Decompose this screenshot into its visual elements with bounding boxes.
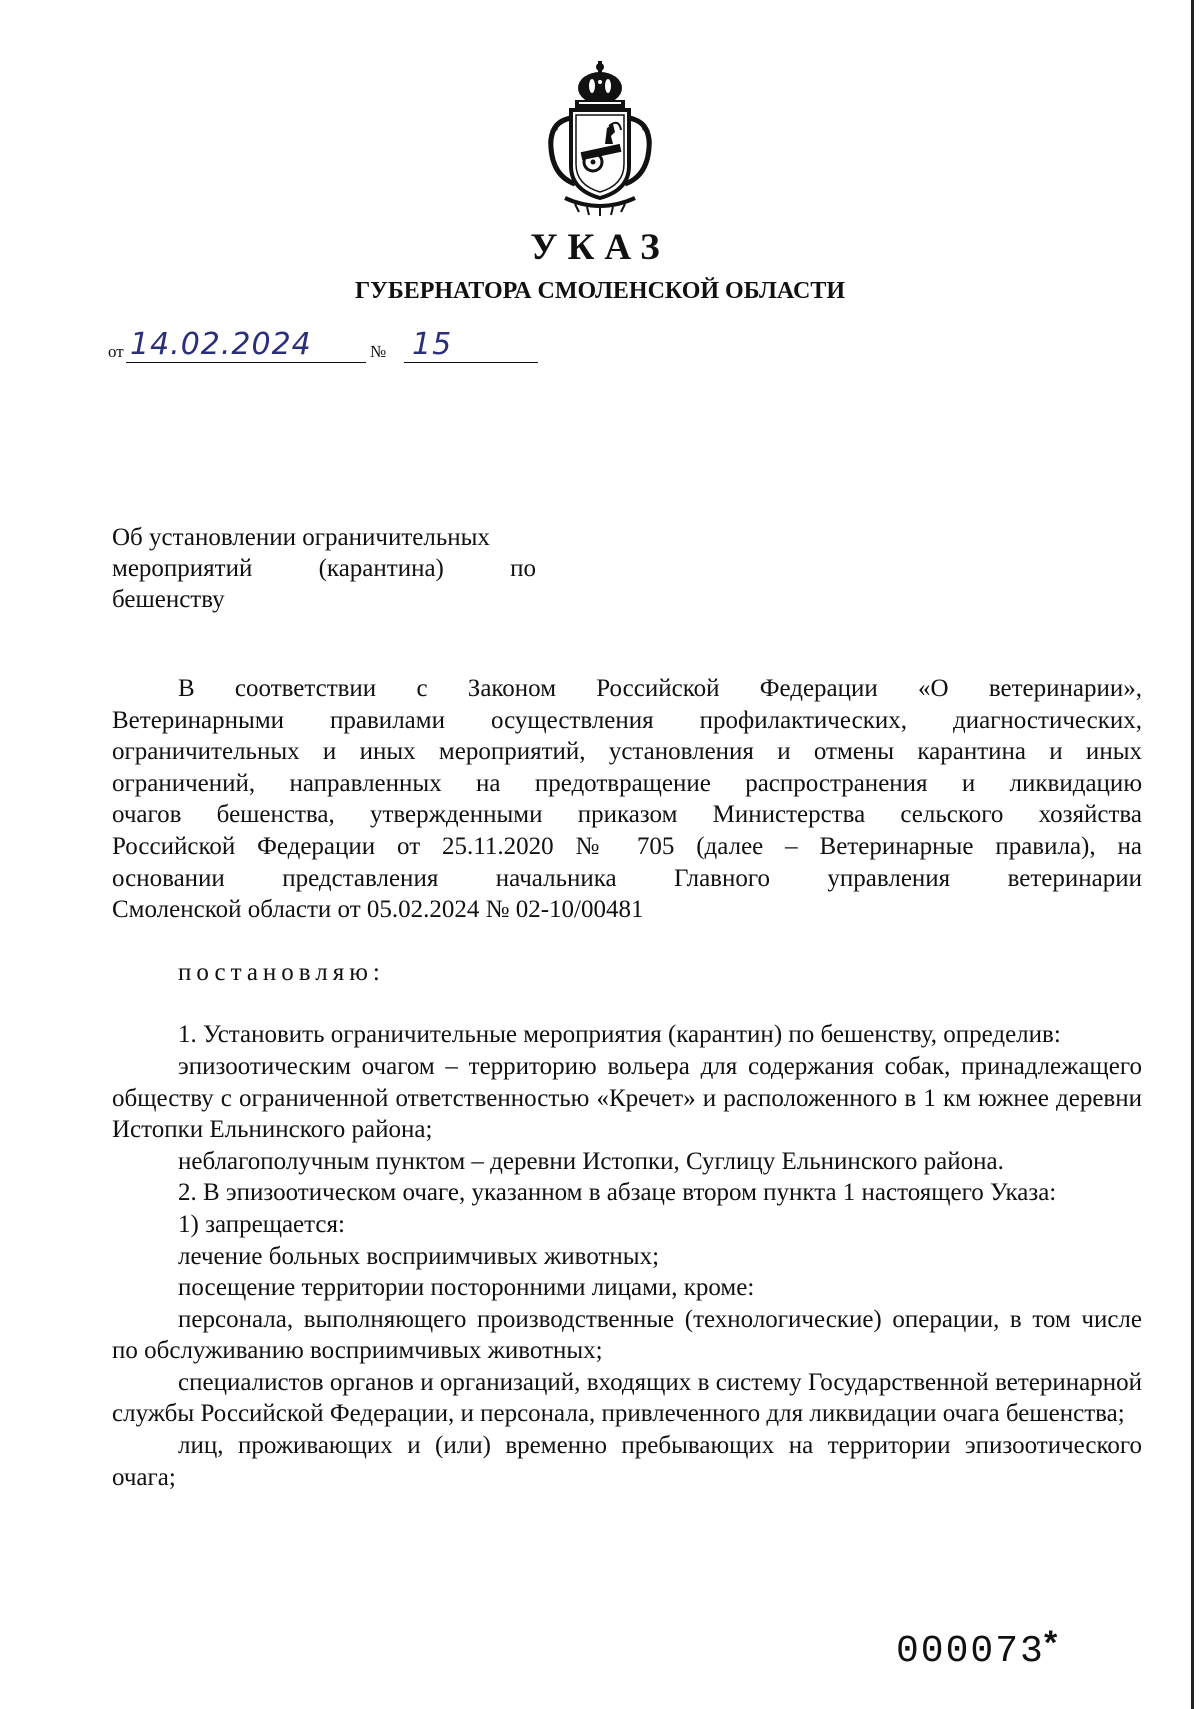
paragraph: неблагополучным пунктом – деревни Истопки, Суглицу Ельнинского района.	[178, 1147, 1004, 1175]
paragraph: специалистов органов и организаций, входящих в систему Государственной ветеринарной службы Российской Федерации, и персонала, привлеченного для ликвидации очага бешенства;	[112, 1368, 1142, 1428]
preamble-line: очагов бешенства, утвержденными приказом Министерства сельского хозяйства	[112, 801, 1142, 829]
document-title: УКАЗ	[530, 227, 670, 268]
decree-word: постановляю:	[178, 958, 385, 986]
preamble-line: ограничительных и иных мероприятий, установления и отмены карантина и иных	[112, 738, 1142, 766]
date-prefix: от	[108, 342, 124, 361]
number-underline	[404, 362, 538, 363]
preamble-line: ограничений, направленных на предотвращение распространения и ликвидацию	[112, 769, 1142, 797]
handwritten-number: 15	[412, 327, 453, 362]
paragraph: 2. В эпизоотическом очаге, указанном в абзаце втором пункта 1 настоящего Указа:	[178, 1179, 1057, 1207]
issuer-subtitle: ГУБЕРНАТОРА СМОЛЕНСКОЙ ОБЛАСТИ	[354, 278, 846, 304]
serial-number: 000073	[896, 1630, 1045, 1673]
paragraph: персонала, выполняющего производственные (технологические) операции, в том числе по обслуживанию восприимчивых животных;	[112, 1305, 1142, 1365]
preamble-line: Смоленской области от 05.02.2024 № 02-10/00481	[112, 896, 644, 924]
date-number-line	[108, 328, 538, 368]
paragraph: 1) запрещается:	[178, 1210, 345, 1238]
number-prefix: №	[370, 342, 387, 361]
subject-line: бешенству	[112, 586, 225, 613]
date-underline	[126, 362, 366, 363]
coat-of-arms-emblem	[535, 58, 665, 218]
paragraph: посещение территории посторонними лицами, кроме:	[178, 1274, 755, 1302]
preamble-line: В соответствии с Законом Российской Федерации «О ветеринарии»,	[178, 675, 1142, 702]
preamble-line: Российской Федерации от 25.11.2020 № 705 (далее – Ветеринарные правила), на	[112, 832, 1142, 860]
preamble-line: Ветеринарными правилами осуществления профилактических, диагностических,	[112, 706, 1142, 734]
paragraph: эпизоотическим очагом – территорию вольера для содержания собак, принадлежащего обществу с ограниченной ответственностью «Кречет» и расположенного в 1 км южнее деревни Истопки Ельнинского района;	[112, 1052, 1142, 1144]
serial-star-mark: *	[1044, 1624, 1058, 1662]
handwritten-date: 14.02.2024	[130, 327, 312, 362]
subject-line: Об установлении ограничительных	[112, 524, 490, 551]
decree-body	[112, 673, 1142, 1493]
preamble-line: основании представления начальника Главного управления ветеринарии	[112, 864, 1142, 892]
paragraph: лиц, проживающих и (или) временно пребывающих на территории эпизоотического очага;	[112, 1432, 1142, 1491]
subject-line: мероприятий (карантина) по	[112, 555, 536, 582]
decree-subject	[112, 522, 536, 615]
paragraph: 1. Установить ограничительные мероприятия (карантин) по бешенству, определив:	[178, 1021, 1061, 1049]
paragraph: лечение больных восприимчивых животных;	[178, 1242, 660, 1270]
